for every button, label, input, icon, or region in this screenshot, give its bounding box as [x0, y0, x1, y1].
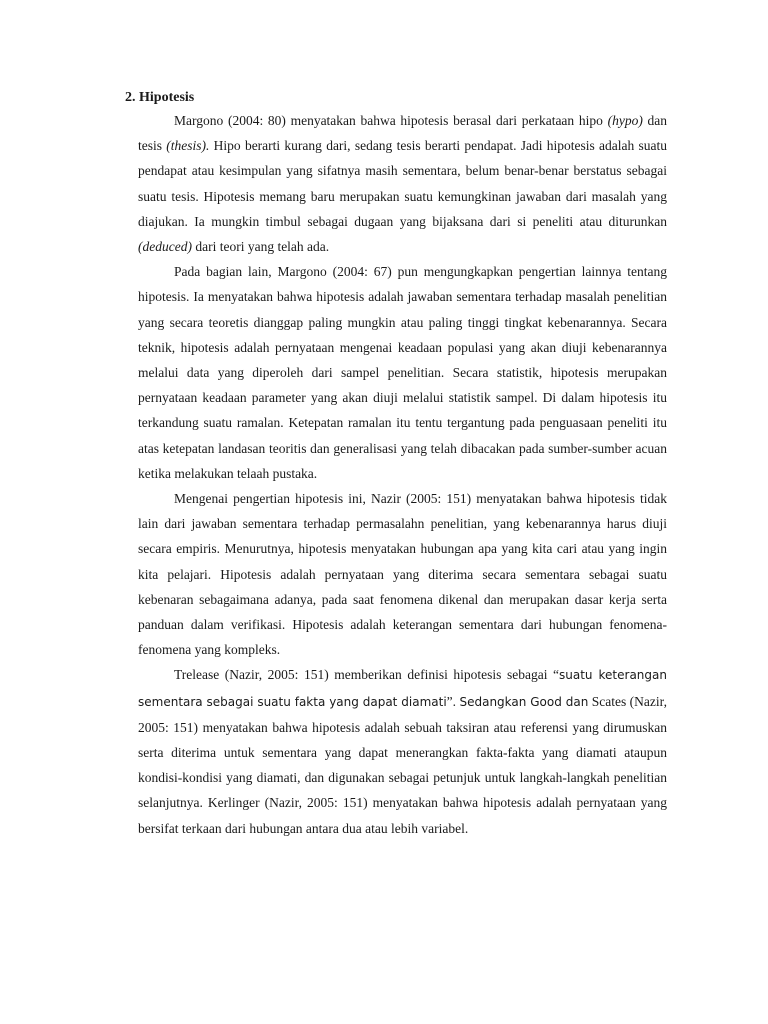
text-run: dari teori yang telah ada.: [191, 239, 330, 255]
text-run-sans: Sedangkan Good dan: [459, 694, 589, 709]
text-run: Hipo berarti kurang dari, sedang tesis berarti pendapat. Jadi hipotesis adalah suatu pendapat atau kesimpulan yang sifatnya masih sementara, belum benar-benar berstatus sebagai suatu tesis. Hipotesis memang baru merupakan suatu kemungkinan jawaban dari masalah yang diajukan. Ia mungkin timbul sebagai dugaan yang bijaksana dari si peneliti atau diturunkan: [138, 138, 667, 229]
section-title: Hipotesis: [139, 90, 195, 105]
paragraph-nazir: Mengenai pengertian hipotesis ini, Nazir (2005: 151) menyatakan bahwa hipotesis tidak lain dari jawaban sementara terhadap permasalahn penelitian, yang kebenarannya harus diuji secara empiris. Menurutnya, hipotesis menyatakan hubungan apa yang kita cari atau yang ingin kita pelajari. Hipotesis adalah pernyataan yang diterima secara sementara sebagai suatu kebenaran sebagaimana adanya, pada saat fenomena dikenal dan merupakan dasar kerja serta panduan dalam verifikasi. Hipotesis adalah keterangan sementara dari hubungan fenomena-fenomena yang kompleks.: [138, 491, 667, 658]
paragraph-margono-80: [138, 108, 667, 259]
body-text: [138, 108, 667, 841]
paragraph-trelease: [138, 662, 667, 840]
text-run: Margono (2004: 80) menyatakan bahwa hipotesis berasal dari perkataan hipo: [174, 113, 608, 128]
section-heading: [125, 88, 194, 108]
section-number: 2.: [125, 90, 136, 105]
paragraph-margono-67: Pada bagian lain, Margono (2004: 67) pun mengungkapkan pengertian lainnya tentang hipotesis. Ia menyatakan bahwa hipotesis adalah jawaban sementara terhadap masalah penelitian yang secara teoretis dianggap paling mungkin atau paling tinggi tingkat kebenarannya. Secara teknik, hipotesis adalah pernyataan mengenai keadaan populasi yang akan diuji kebenarannya melalui data yang diperoleh dari sampel penelitian. Secara statistik, hipotesis merupakan pernyataan keadaan parameter yang akan diuji melalui statistik sampel. Di dalam hipotesis itu terkandung suatu ramalan. Ketepatan ramalan itu tentu tergantung pada penguasaan peneliti itu atas ketepatan landasan teoritis dan generalisasi yang telah dibacakan pada sumber-sumber acuan ketika melakukan telaah pustaka.: [138, 264, 667, 481]
italic-term-hypo: (hypo): [607, 113, 643, 128]
text-run: Trelease (Nazir, 2005: 151) memberikan definisi hipotesis sebagai “: [174, 667, 559, 683]
italic-term-deduced: (deduced): [138, 239, 192, 255]
text-run: dan tesis: [138, 113, 667, 154]
text-run: ”.: [446, 693, 460, 709]
quoted-definition: suatu keterangan sementara sebagai suatu fakta yang dapat diamati: [138, 668, 667, 709]
text-run: Scates (Nazir, 2005: 151) menyatakan bahwa hipotesis adalah sebuah taksiran atau referensi yang dirumuskan serta diterima untuk sementara yang dapat menerangkan fakta-fakta yang diamati ataupun kondisi-kondisi yang diamati, dan digunakan sebagai petunjuk untuk langkah-langkah penelitian selanjutnya. Kerlinger (Nazir, 2005: 151) menyatakan bahwa hipotesis adalah pernyataan yang bersifat terkaan dari hubungan antara dua atau lebih variabel.: [138, 693, 667, 836]
italic-term-thesis: (thesis).: [166, 138, 210, 154]
